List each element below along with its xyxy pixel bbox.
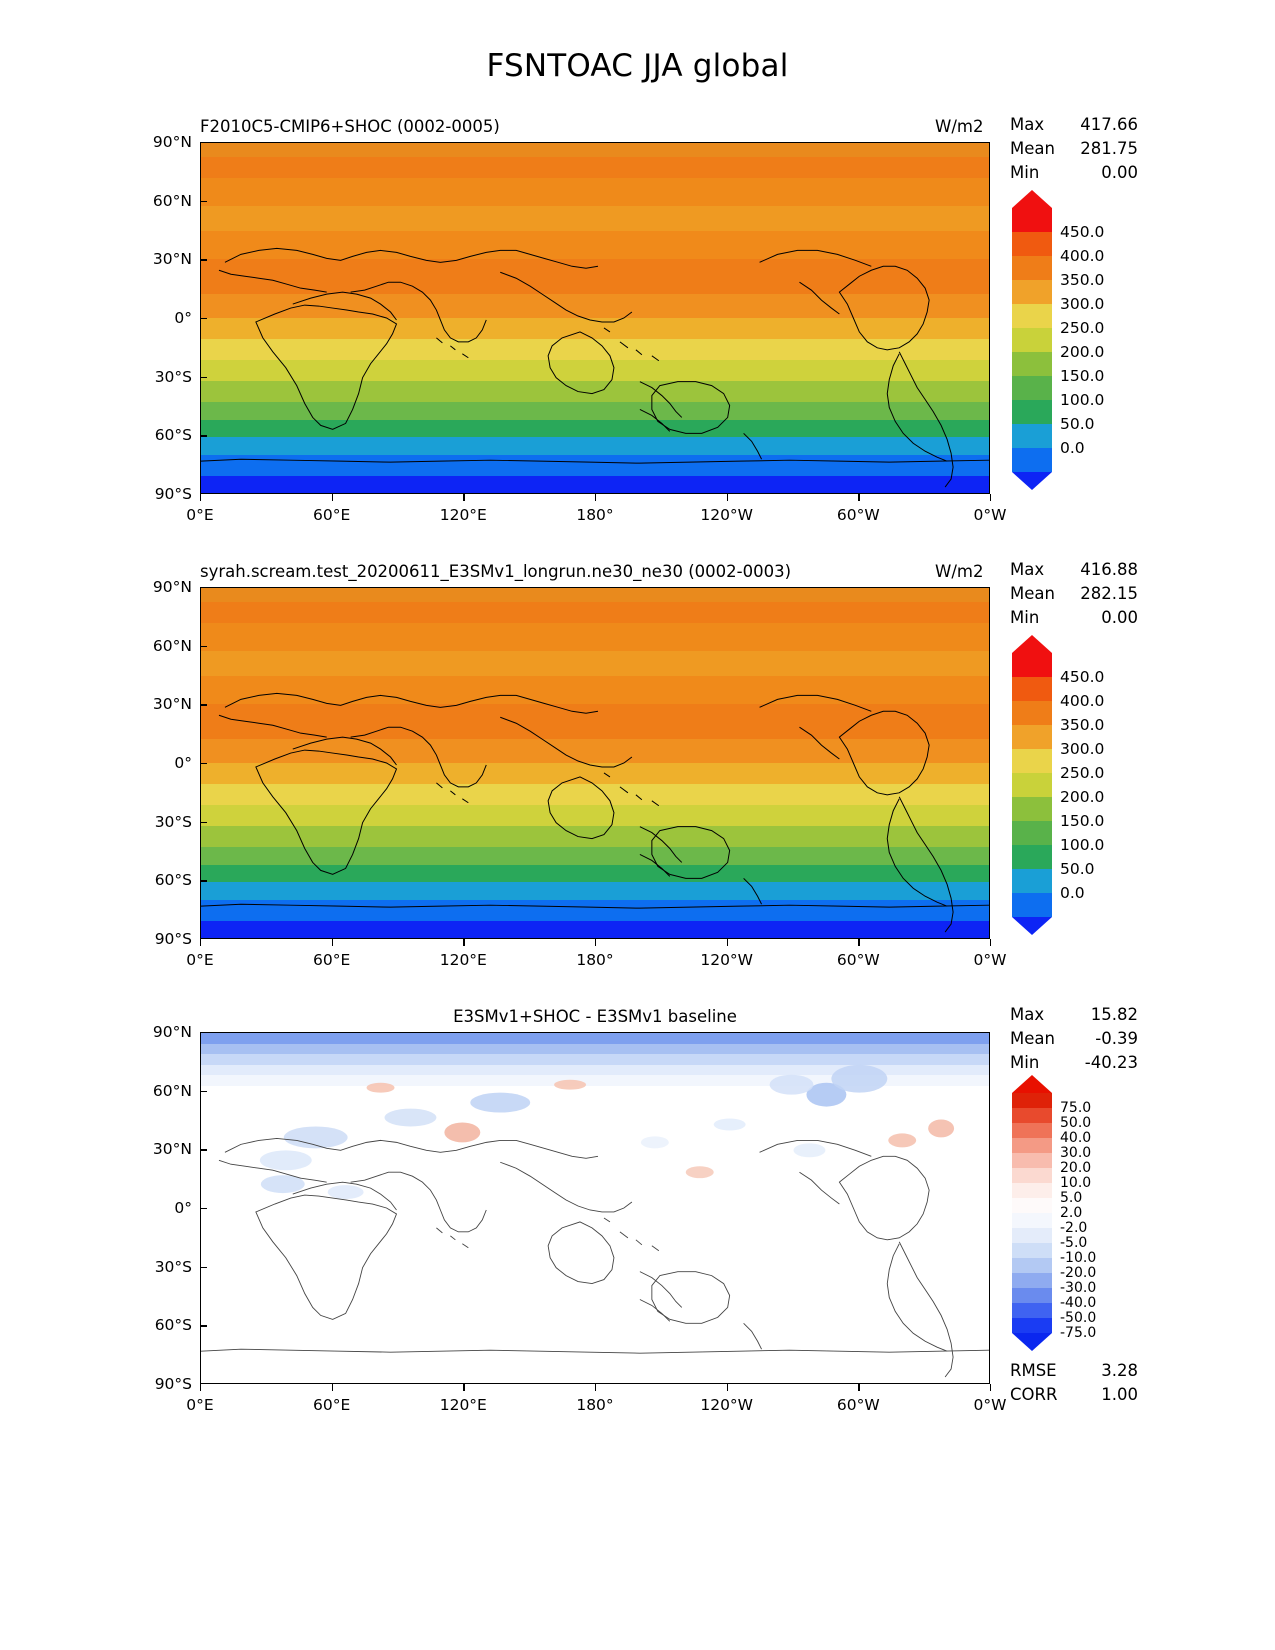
y-tick-label: 60°S [154,871,192,890]
x-axis [186,494,1007,528]
map-plot-area [200,587,990,939]
stat-label: Min [1010,1052,1040,1072]
x-tick-label: 120°E [439,506,487,524]
stat-label: Max [1010,560,1045,579]
colorbar-label: -5.0 [1060,1235,1088,1251]
x-tick-label: 0°W [973,951,1007,969]
colorbar-label: 0.0 [1060,439,1085,457]
colorbar-label: 200.0 [1060,343,1105,361]
colorbar-label: 250.0 [1060,764,1105,782]
colorbar-label: -10.0 [1060,1250,1097,1266]
stat-value: 416.88 [1080,560,1138,579]
colorbar-label: 30.0 [1060,1145,1092,1161]
x-tick-label: 60°E [313,1396,351,1414]
stats-block [1010,558,1138,630]
x-tick-label: 180° [576,506,614,524]
x-tick-label: 60°E [313,506,351,524]
coastlines [201,143,989,493]
y-tick-label: 30°N [152,1140,192,1159]
y-axis [0,1023,193,1393]
x-tick-label: 0°E [186,1396,214,1414]
stats-block [1010,1003,1138,1075]
colorbar-label: 150.0 [1060,367,1105,385]
colorbar-label: 75.0 [1060,1100,1092,1116]
units-label: W/m2 [935,117,984,136]
y-tick-label: 0° [174,1199,192,1217]
x-tick-label: 120°E [439,951,487,969]
stat-value: 1.00 [1101,1384,1138,1404]
y-axis [0,133,193,503]
stat-label: Max [1010,1005,1045,1024]
map-title: syrah.scream.test_20200611_E3SMv1_longrun.ne30_ne30 (0002-0003) [200,562,792,581]
stat-label: Min [1010,162,1040,182]
colorbar-label: -50.0 [1060,1310,1097,1326]
x-tick-label: 120°E [439,1396,487,1414]
stat-value: 0.00 [1101,607,1138,627]
stat-value: -0.39 [1095,1028,1138,1048]
colorbar-label: 400.0 [1060,692,1105,710]
stat-label: Max [1010,115,1045,134]
map-plot-area [200,1032,990,1384]
difference-features [201,1033,989,1383]
colorbar-label: 300.0 [1060,295,1105,313]
colorbar-label: 40.0 [1060,1130,1092,1146]
colorbar-label: 0.0 [1060,884,1085,902]
stat-value: -40.23 [1084,1052,1138,1072]
colorbar-label: 20.0 [1060,1160,1092,1176]
stat-label: Min [1010,607,1040,627]
y-tick-label: 60°S [154,1316,192,1335]
y-tick-label: 90°N [152,1023,192,1041]
x-tick-label: 180° [576,951,614,969]
y-tick-label: 90°S [154,485,192,503]
colorbar-label: 400.0 [1060,247,1105,265]
stat-value: 282.15 [1080,583,1138,603]
y-tick-label: 60°N [152,191,192,210]
colorbar-label: 350.0 [1060,271,1105,289]
stats-block [1010,113,1138,185]
stat-value: 281.75 [1080,138,1138,158]
x-tick-label: 120°W [700,1396,754,1414]
x-tick-label: 0°E [186,506,214,524]
colorbar-label: 200.0 [1060,788,1105,806]
x-axis [186,939,1007,973]
stat-value: 3.28 [1101,1361,1138,1380]
colorbar-label: -75.0 [1060,1325,1097,1341]
colorbar-label: 150.0 [1060,812,1105,830]
x-tick-label: 60°E [313,951,351,969]
x-tick-label: 0°W [973,506,1007,524]
stat-label: CORR [1010,1384,1058,1404]
colorbar-label: 2.0 [1060,1205,1083,1221]
colorbar-label: 250.0 [1060,319,1105,337]
y-tick-label: 60°N [152,1081,192,1100]
colorbar-label: 100.0 [1060,836,1105,854]
colorbar-label: -2.0 [1060,1220,1088,1236]
colorbar-label: 5.0 [1060,1190,1083,1206]
x-tick-label: 0°E [186,951,214,969]
y-tick-label: 60°N [152,636,192,655]
y-tick-label: 90°N [152,133,192,151]
map-title: F2010C5-CMIP6+SHOC (0002-0005) [200,117,500,136]
x-tick-label: 120°W [700,951,754,969]
y-tick-label: 30°N [152,695,192,714]
colorbar-label: 450.0 [1060,223,1105,241]
y-tick-label: 30°S [154,1257,192,1276]
x-tick-label: 0°W [973,1396,1007,1414]
y-tick-label: 30°S [154,367,192,386]
stat-value: 15.82 [1090,1005,1138,1024]
colorbar-label: 350.0 [1060,716,1105,734]
footer-stats [1010,1359,1138,1407]
stat-label: Mean [1010,583,1055,603]
colorbar-label: 300.0 [1060,740,1105,758]
colorbar-label: 50.0 [1060,860,1095,878]
stat-label: Mean [1010,1028,1055,1048]
y-tick-label: 90°S [154,930,192,948]
stat-label: Mean [1010,138,1055,158]
x-tick-label: 180° [576,1396,614,1414]
y-tick-label: 90°N [152,578,192,596]
colorbar-label: 10.0 [1060,1175,1092,1191]
coastlines [201,588,989,938]
y-tick-label: 30°S [154,812,192,831]
colorbar-label: -30.0 [1060,1280,1097,1296]
stat-label: RMSE [1010,1361,1057,1380]
stat-value: 417.66 [1080,115,1138,134]
x-tick-label: 120°W [700,506,754,524]
y-axis [0,578,193,948]
map-title: E3SMv1+SHOC - E3SMv1 baseline [453,1007,737,1026]
x-tick-label: 60°W [836,951,880,969]
y-tick-label: 90°S [154,1375,192,1393]
colorbar-label: 450.0 [1060,668,1105,686]
units-label: W/m2 [935,562,984,581]
y-tick-label: 0° [174,754,192,772]
colorbar-label: 50.0 [1060,415,1095,433]
y-tick-label: 0° [174,309,192,327]
map-plot-area [200,142,990,494]
x-axis [186,1384,1007,1418]
x-tick-label: 60°W [836,506,880,524]
y-tick-label: 30°N [152,250,192,269]
stat-value: 0.00 [1101,162,1138,182]
x-tick-label: 60°W [836,1396,880,1414]
y-tick-label: 60°S [154,426,192,445]
colorbar-label: 50.0 [1060,1115,1092,1131]
colorbar-label: -40.0 [1060,1295,1097,1311]
colorbar-label: 100.0 [1060,391,1105,409]
colorbar-label: -20.0 [1060,1265,1097,1281]
page-title: FSNTOAC JJA global [486,48,789,84]
